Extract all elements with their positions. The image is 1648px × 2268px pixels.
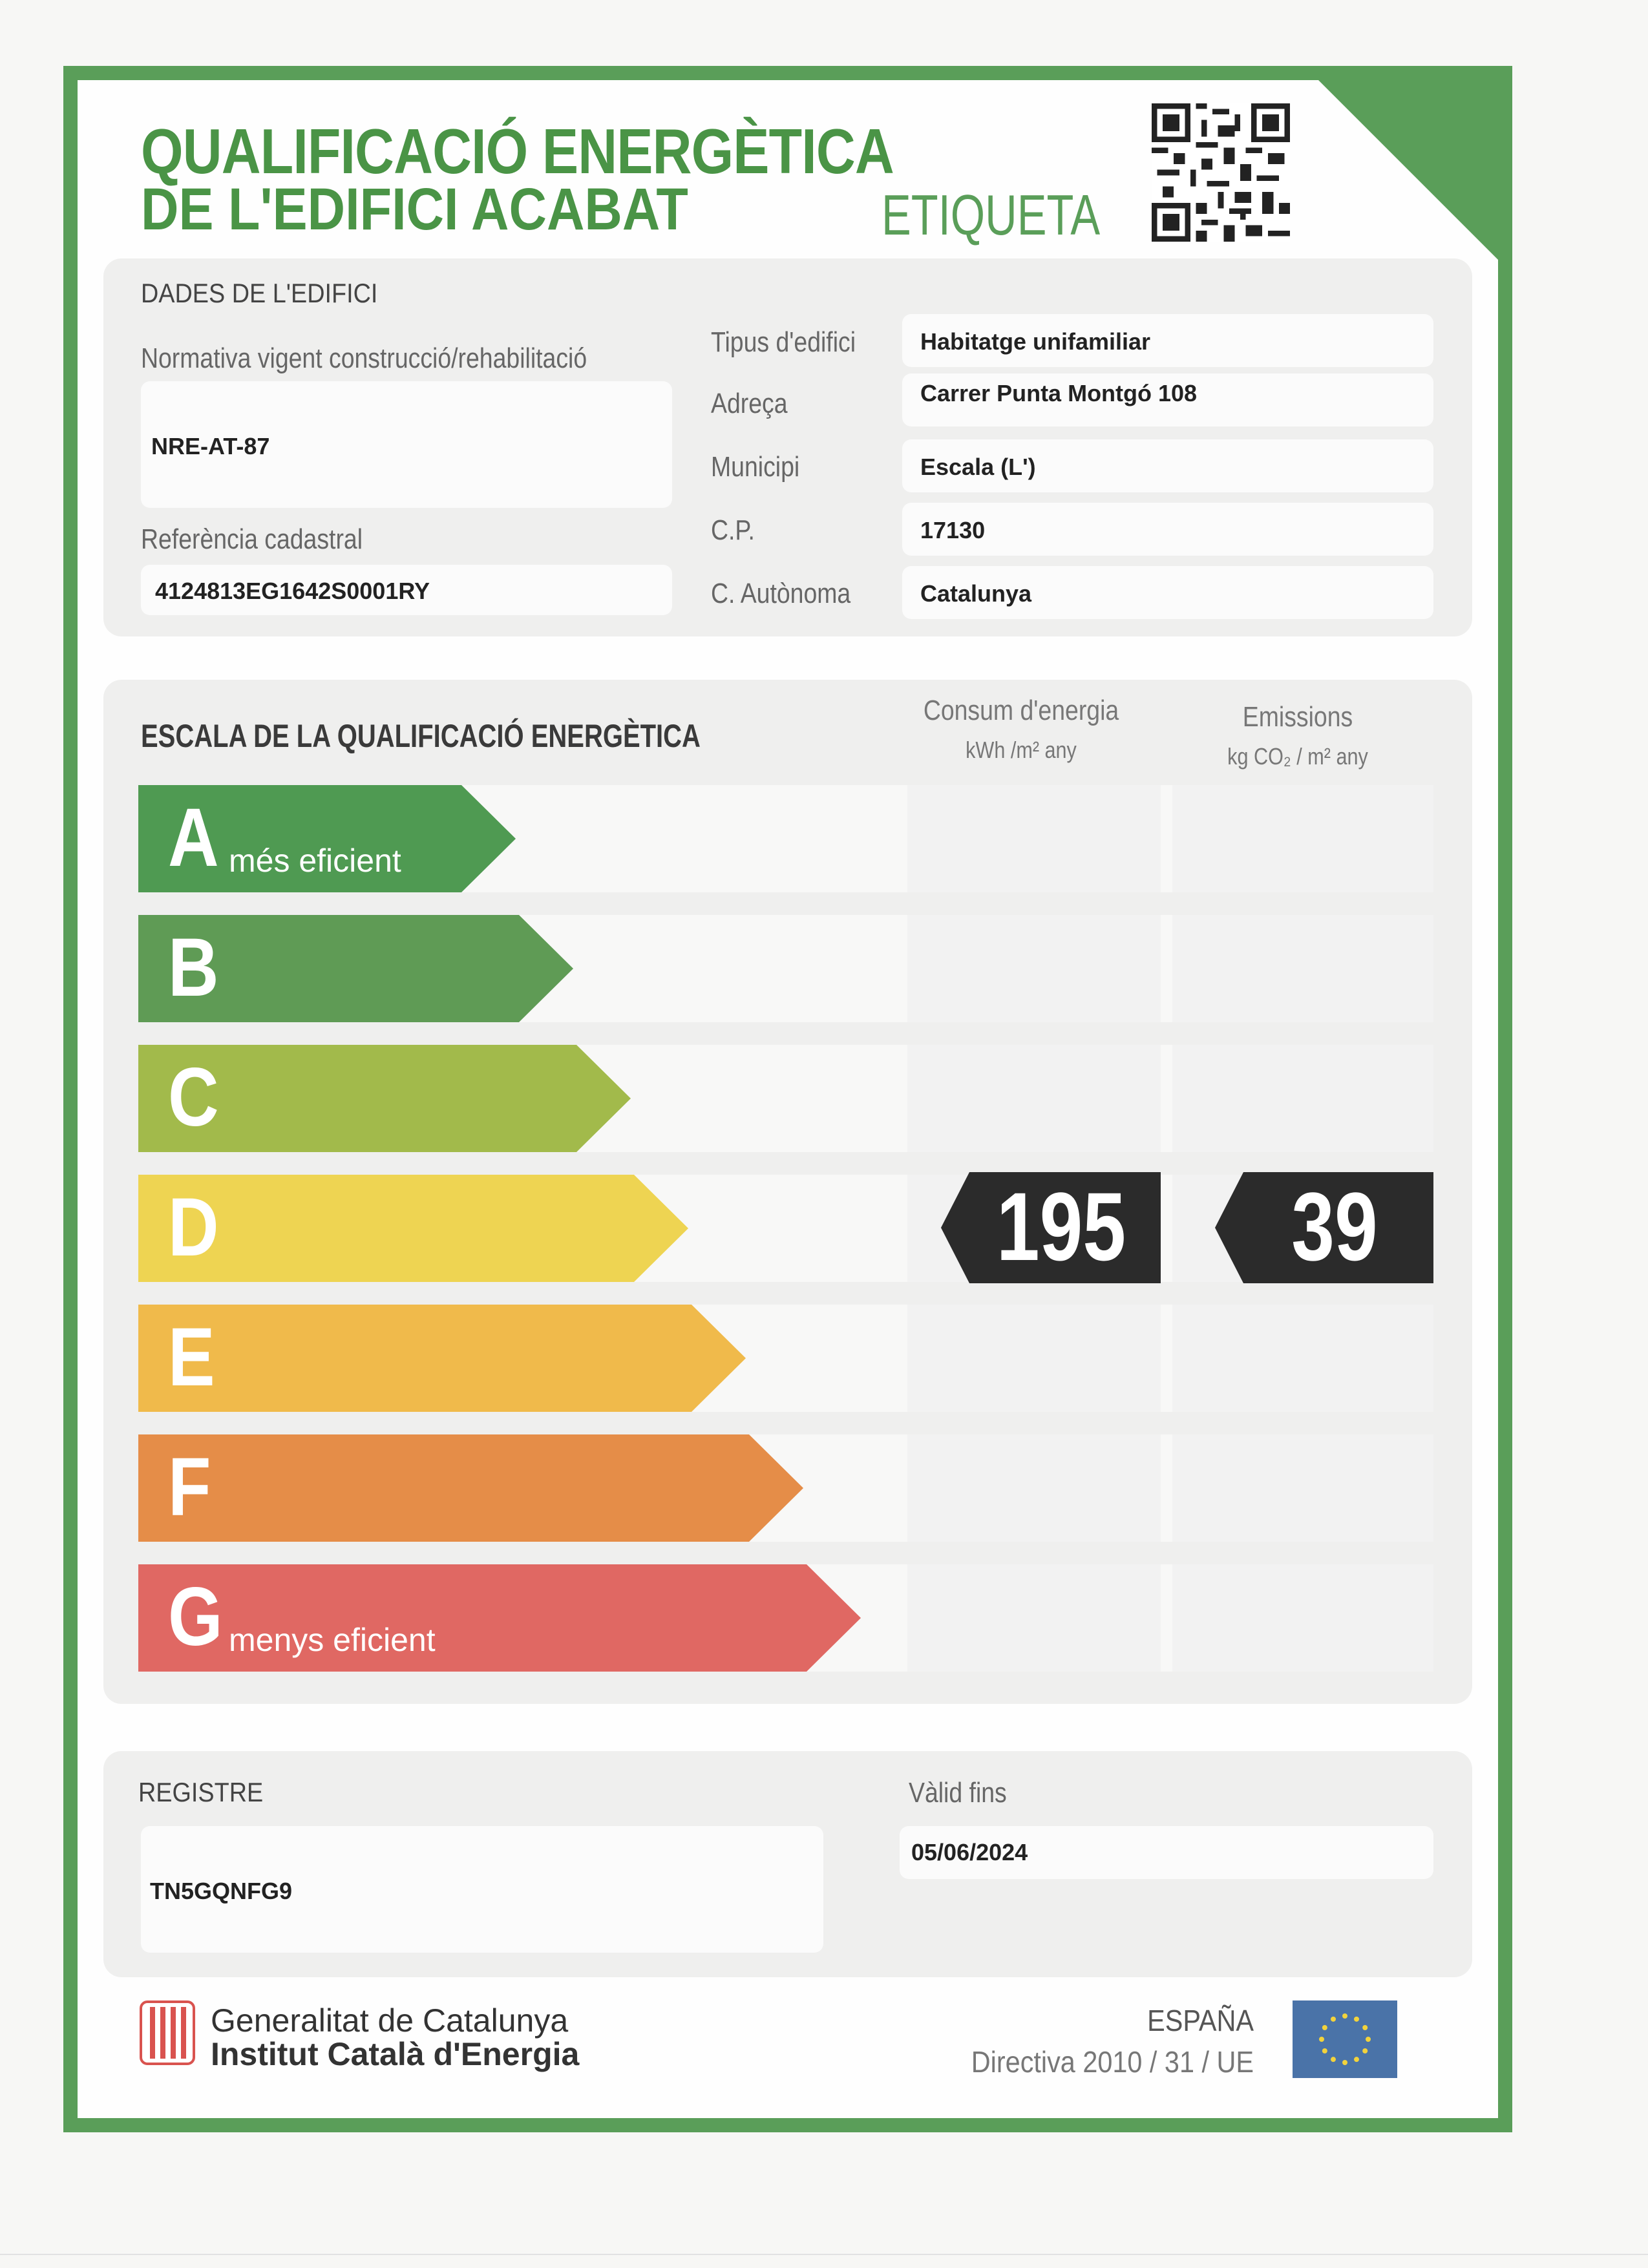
cadastral-ref-value: 4124813EG1642S0001RY — [155, 578, 430, 604]
consumption-cell — [907, 915, 1161, 1022]
eu-star-icon — [1362, 2025, 1368, 2030]
org-line-2: Institut Català d'Energia — [211, 2036, 580, 2072]
eu-star-icon — [1366, 2037, 1371, 2042]
class-letter: E — [168, 1311, 215, 1403]
class-arrow-f — [138, 1434, 803, 1542]
normativa-label: Normativa vigent construcció/rehabilitació — [141, 342, 587, 374]
eu-star-icon — [1354, 2017, 1359, 2022]
consumption-unit: kWh /m² any — [966, 737, 1077, 763]
emissions-cell — [1172, 1045, 1433, 1152]
eu-star-icon — [1322, 2048, 1327, 2053]
class-subtitle: menys eficient — [229, 1622, 436, 1658]
country-label: ESPAÑA — [1147, 2004, 1254, 2037]
emissions-cell — [1172, 1434, 1433, 1542]
eu-star-icon — [1354, 2057, 1359, 2062]
emissions-unit: kg CO₂ / m² any — [1227, 743, 1368, 770]
eu-star-icon — [1319, 2037, 1324, 2042]
class-letter: D — [168, 1181, 219, 1274]
class-letter: A — [168, 792, 219, 884]
valid-until-value: 05/06/2024 — [911, 1839, 1028, 1865]
eu-star-icon — [1342, 2060, 1347, 2065]
etiqueta-label: ETIQUETA — [882, 183, 1101, 247]
class-letter: G — [168, 1571, 223, 1663]
generalitat-logo-icon — [140, 2000, 195, 2065]
address-value: Carrer Punta Montgó 108 — [920, 380, 1198, 406]
emissions-cell — [1172, 915, 1433, 1022]
valid-until-label: Vàlid fins — [909, 1777, 1007, 1809]
consumption-cell — [907, 1564, 1161, 1672]
eu-star-icon — [1362, 2048, 1368, 2053]
consumption-cell — [907, 1045, 1161, 1152]
class-arrow-shape — [138, 1175, 688, 1282]
class-letter: C — [168, 1051, 219, 1144]
scale-section-title: ESCALA DE LA QUALIFICACIÓ ENERGÈTICA — [141, 718, 701, 754]
qr-code-icon — [1149, 103, 1293, 242]
normativa-value: NRE-AT-87 — [151, 433, 270, 459]
eu-star-icon — [1322, 2025, 1327, 2030]
building-type-label: Tipus d'edifici — [711, 326, 856, 358]
directive-label: Directiva 2010 / 31 / UE — [971, 2045, 1254, 2079]
eu-star-icon — [1331, 2017, 1336, 2022]
postal-code-value: 17130 — [920, 517, 986, 543]
emissions-cell — [1172, 785, 1433, 892]
region-label: C. Autònoma — [711, 578, 851, 609]
class-arrow-shape — [138, 1305, 746, 1412]
class-letter: F — [168, 1441, 211, 1533]
municipality-value: Escala (L') — [920, 454, 1036, 480]
class-arrow-e — [138, 1305, 746, 1412]
class-arrow-d — [138, 1175, 688, 1282]
class-arrow-shape — [138, 1434, 803, 1542]
title-line-1: QUALIFICACIÓ ENERGÈTICA — [141, 116, 894, 187]
consumption-header: Consum d'energia — [923, 695, 1119, 726]
address-label: Adreça — [711, 388, 788, 419]
emissions-cell — [1172, 1564, 1433, 1672]
emissions-value: 39 — [1291, 1172, 1378, 1281]
emissions-cell — [1172, 1305, 1433, 1412]
postal-code-label: C.P. — [711, 514, 755, 546]
eu-star-icon — [1331, 2057, 1336, 2062]
registry-value: TN5GQNFG9 — [150, 1878, 293, 1904]
consumption-cell — [907, 1305, 1161, 1412]
eu-star-icon — [1342, 2013, 1347, 2019]
cadastral-ref-label: Referència cadastral — [141, 523, 363, 555]
building-section-title: DADES DE L'EDIFICI — [141, 278, 378, 308]
scan-edge-line — [0, 2254, 1648, 2255]
region-value: Catalunya — [920, 580, 1032, 607]
municipality-label: Municipi — [711, 451, 800, 483]
consumption-value: 195 — [996, 1172, 1126, 1281]
class-letter: B — [168, 921, 219, 1014]
consumption-cell — [907, 785, 1161, 892]
eu-flag-icon — [1293, 2000, 1397, 2078]
corner-triangle — [1318, 80, 1498, 260]
org-line-1: Generalitat de Catalunya — [211, 2002, 569, 2039]
consumption-cell — [907, 1434, 1161, 1542]
title-line-2: DE L'EDIFICI ACABAT — [141, 176, 688, 242]
registry-label: REGISTRE — [138, 1777, 264, 1807]
class-subtitle: més eficient — [229, 843, 401, 879]
emissions-header: Emissions — [1242, 701, 1353, 733]
building-type-value: Habitatge unifamiliar — [920, 328, 1151, 355]
